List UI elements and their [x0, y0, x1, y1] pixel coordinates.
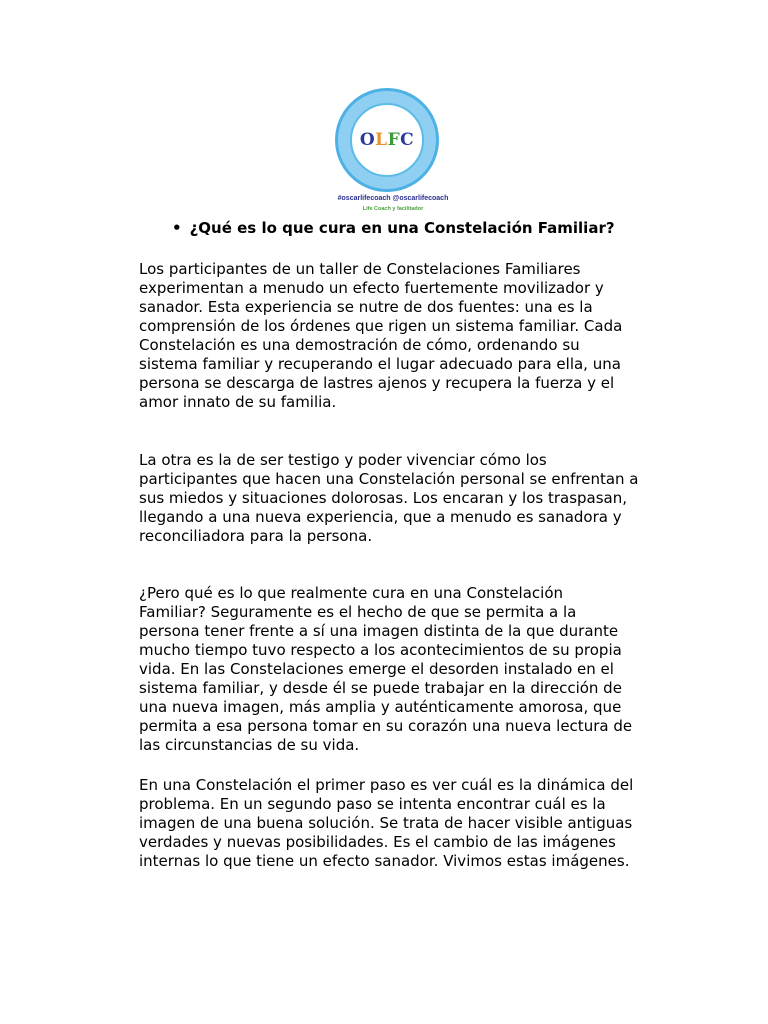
paragraph-line: llegando a una nueva experiencia, que a menudo es sanadora y — [139, 508, 622, 526]
paragraph-line: permita a esa persona tomar en su corazón una nueva lectura de — [139, 717, 633, 735]
paragraph-line: problema. En un segundo paso se intenta encontrar cuál es la — [139, 795, 606, 813]
logo-inner-circle — [350, 103, 424, 177]
paragraph-line: Constelación es una demostración de cómo, ordenando su — [139, 336, 580, 354]
logo-letter-f: F — [387, 130, 401, 150]
logo-tagline: #oscarlifecoach @oscarlifecoach — [337, 195, 449, 202]
paragraph-line: En una Constelación el primer paso es ver cuál es la dinámica del — [139, 776, 634, 794]
logo-letters — [360, 130, 414, 150]
bullet: • — [172, 219, 182, 237]
paragraph-line: verdades y nuevas posibilidades. Es el cambio de las imágenes — [139, 833, 616, 851]
paragraph-line: ¿Pero qué es lo que realmente cura en una Constelación — [139, 584, 564, 602]
heading-text: ¿Qué es lo que cura en una Constelación Familiar? — [189, 219, 615, 237]
paragraph-line: amor innato de su familia. — [139, 393, 337, 411]
paragraph-line: imagen de una buena solución. Se trata de hacer visible antiguas — [139, 814, 633, 832]
paragraph-line: internas lo que tiene un efecto sanador. Vivimos estas imágenes. — [139, 852, 630, 870]
paragraph-line: comprensión de los órdenes que rigen un sistema familiar. Cada — [139, 317, 623, 335]
paragraph-line: las circunstancias de su vida. — [139, 736, 360, 754]
logo — [318, 88, 448, 238]
paragraph-line: reconciliadora para la persona. — [139, 527, 373, 545]
paragraph-line: mucho tiempo tuvo respecto a los acontecimientos de su propia — [139, 641, 622, 659]
paragraph-line: La otra es la de ser testigo y poder vivenciar cómo los — [139, 451, 547, 469]
paragraph-line: Familiar? Seguramente es el hecho de que se permita a la — [139, 603, 577, 621]
paragraph-line: una nueva imagen, más amplia y auténticamente amorosa, que — [139, 698, 622, 716]
logo-letter-o: O — [359, 130, 376, 150]
logo-letter-l: L — [375, 130, 388, 150]
paragraph-4 — [139, 776, 669, 871]
paragraph-line: sanador. Esta experiencia se nutre de dos fuentes: una es la — [139, 298, 593, 316]
paragraph-line: Los participantes de un taller de Constelaciones Familiares — [139, 260, 581, 278]
logo-letter-c: C — [400, 130, 415, 150]
paragraph-line: persona tener frente a sí una imagen distinta de la que durante — [139, 622, 619, 640]
paragraph-line: sistema familiar y recuperando el lugar adecuado para ella, una — [139, 355, 621, 373]
logo-subtitle: Life Coach y facilitador — [362, 206, 424, 212]
paragraph-3 — [139, 584, 669, 755]
logo-ring — [335, 88, 439, 192]
paragraph-line: persona se descarga de lastres ajenos y recupera la fuerza y el — [139, 374, 615, 392]
page-heading — [172, 219, 615, 237]
paragraph-line: experimentan a menudo un efecto fuertemente movilizador y — [139, 279, 604, 297]
paragraph-line: vida. En las Constelaciones emerge el desorden instalado en el — [139, 660, 614, 678]
paragraph-2 — [139, 451, 669, 546]
paragraph-line: sistema familiar, y desde él se puede trabajar en la dirección de — [139, 679, 622, 697]
paragraph-line: sus miedos y situaciones dolorosas. Los encaran y los traspasan, — [139, 489, 628, 507]
paragraph-1 — [139, 260, 669, 412]
paragraph-line: participantes que hacen una Constelación personal se enfrentan a — [139, 470, 639, 488]
